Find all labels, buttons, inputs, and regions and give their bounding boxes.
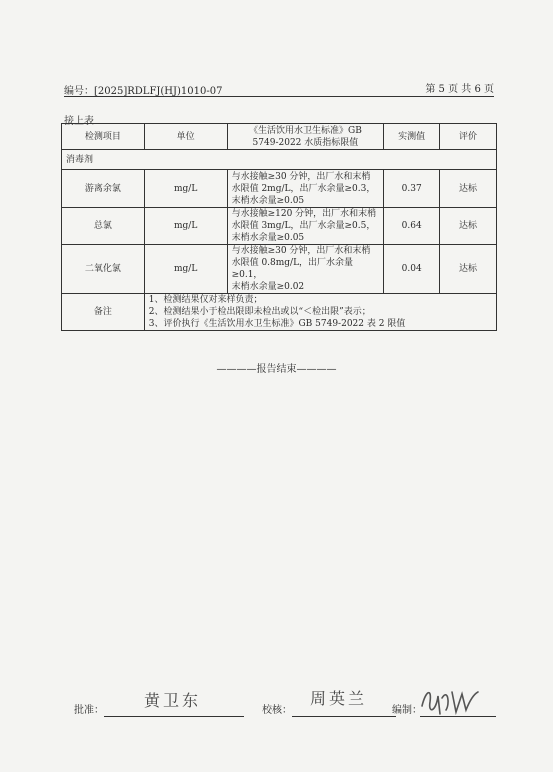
limit-line: 水限值 0.8mg/L，出厂水余量≥0.1， — [231, 258, 354, 280]
limit-cell — [227, 170, 384, 208]
remark-line: 1、检测结果仅对来样负责； — [148, 295, 263, 305]
unit-cell: mg/L — [144, 208, 227, 245]
section-title: 消毒剂 — [62, 150, 497, 170]
limit-line: 与水接触≥30 分钟，出厂水和末梢 — [231, 246, 371, 256]
remarks-cell — [144, 294, 496, 331]
item-cell: 二氧化氯 — [62, 245, 145, 294]
limit-line: 水限值 3mg/L，出厂水余量≥0.5， — [231, 221, 376, 231]
table-row — [62, 208, 497, 245]
table-row — [62, 245, 497, 294]
compiler-signature-scribble — [416, 684, 482, 718]
table-row — [62, 170, 497, 208]
unit-cell: mg/L — [144, 245, 227, 294]
measured-cell: 0.04 — [384, 245, 440, 294]
limit-line: 与水接触≥120 分钟，出厂水和末梢 — [231, 209, 377, 219]
checker-signature: 周英兰 — [310, 689, 368, 708]
compiler-signature-drawing — [416, 684, 482, 718]
section-row — [62, 150, 497, 170]
evaluation-cell: 达标 — [440, 170, 497, 208]
header-unit: 单位 — [144, 124, 227, 150]
document-header — [64, 80, 494, 97]
approve-signature-line — [104, 716, 244, 717]
limit-line: 水限值 2mg/L，出厂水余量≥0.3， — [231, 183, 376, 194]
header-standard-line1: 《生活饮用水卫生标准》GB — [249, 125, 362, 136]
evaluation-cell: 达标 — [440, 208, 497, 245]
limit-cell — [227, 208, 384, 245]
results-table — [61, 123, 497, 331]
header-evaluation: 评价 — [440, 124, 497, 150]
check-label: 校核： — [262, 705, 292, 716]
header-standard-line2: 5749-2022 水质指标限值 — [252, 137, 359, 148]
page-indicator: 第 5 页 共 6 页 — [425, 84, 494, 95]
item-cell: 游离余氯 — [62, 170, 145, 208]
limit-line: 末梢水余量≥0.05 — [231, 233, 305, 243]
table-header-row — [62, 124, 497, 150]
header-standard — [227, 124, 384, 150]
compile-label: 编制： — [392, 705, 422, 716]
header-item: 检测项目 — [62, 124, 145, 150]
remarks-label: 备注 — [62, 294, 145, 331]
approve-label: 批准： — [74, 705, 104, 716]
remark-line: 2、检测结果小于检出限即未检出或以“＜检出限”表示； — [148, 307, 371, 317]
limit-line: 与水接触≥30 分钟，出厂水和末梢 — [231, 171, 371, 182]
remark-line: 3、评价执行《生活饮用水卫生标准》GB 5749-2022 表 2 限值 — [148, 319, 406, 329]
remarks-row — [62, 294, 497, 331]
limit-line: 末梢水余量≥0.05 — [231, 195, 305, 206]
measured-cell: 0.64 — [384, 208, 440, 245]
continuation-label: 接上表 — [64, 116, 94, 127]
limit-cell — [227, 245, 384, 294]
item-cell: 总氯 — [62, 208, 145, 245]
evaluation-cell: 达标 — [440, 245, 497, 294]
unit-cell: mg/L — [144, 170, 227, 208]
check-signature-line — [292, 716, 396, 717]
report-end-marker: ————报告结束———— — [216, 364, 337, 375]
limit-line: 末梢水余量≥0.02 — [231, 282, 305, 292]
approver-signature: 黄卫东 — [144, 691, 202, 710]
measured-cell: 0.37 — [384, 170, 440, 208]
header-measured: 实测值 — [384, 124, 440, 150]
report-number: 编号：[2025]RDLFJ(HJ)1010-07 — [64, 86, 223, 97]
